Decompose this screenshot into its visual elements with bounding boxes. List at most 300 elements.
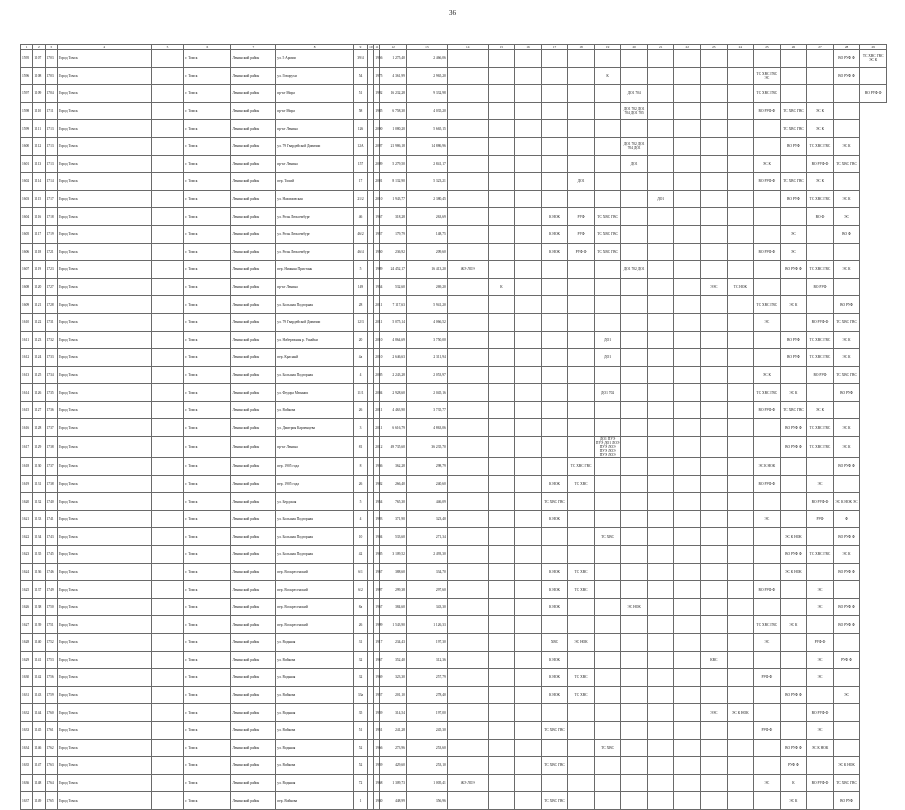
table-cell <box>754 598 781 616</box>
table-cell: 343,30 <box>406 598 447 616</box>
table-cell: 1959 <box>374 757 380 775</box>
table-row <box>21 366 887 384</box>
table-cell <box>754 120 781 138</box>
table-cell: пер. Воскресенский <box>276 598 354 616</box>
table-cell: 179,79 <box>380 225 407 243</box>
table-cell <box>488 528 515 546</box>
table-cell: 1111 <box>33 120 45 138</box>
table-row <box>21 384 887 402</box>
table-cell: г. Томск <box>184 349 231 367</box>
table-cell: г. Томск <box>184 190 231 208</box>
table-cell: 1741 <box>45 510 57 528</box>
table-cell <box>568 704 595 722</box>
table-cell: ТС ХВС ГВС <box>754 296 781 314</box>
table-cell: ул. Водяная <box>276 634 354 652</box>
table-cell: 1624 <box>21 563 33 581</box>
table-cell <box>541 261 568 279</box>
table-cell: Ленинский район <box>231 190 276 208</box>
table-cell <box>541 739 568 757</box>
table-row <box>21 546 887 564</box>
table-cell <box>674 278 701 296</box>
column-number: 6 <box>184 45 231 50</box>
table-cell: Город Томск <box>57 85 151 103</box>
table-cell <box>701 563 728 581</box>
table-cell: 2009 <box>374 155 380 173</box>
table-cell <box>151 67 184 85</box>
table-cell: ВО Ф <box>833 225 860 243</box>
table-cell <box>621 493 648 511</box>
table-cell: г. Томск <box>184 155 231 173</box>
table-cell <box>447 704 488 722</box>
table-cell <box>594 102 621 120</box>
table-cell: 2011 <box>374 296 380 314</box>
table-cell <box>674 50 701 68</box>
table-cell <box>833 85 860 103</box>
table-cell: 6 616,79 <box>380 419 407 437</box>
table-cell: ТС ХВС ГВС <box>568 458 595 476</box>
table-cell <box>447 458 488 476</box>
table-cell <box>754 349 781 367</box>
table-cell <box>727 384 754 402</box>
table-cell: 4а <box>353 349 367 367</box>
table-cell <box>674 458 701 476</box>
table-cell: 1985 <box>374 102 380 120</box>
table-cell <box>488 331 515 349</box>
table-cell: ТС ХВС ГВС <box>754 85 781 103</box>
table-cell <box>701 155 728 173</box>
table-row <box>21 458 887 476</box>
table-cell <box>621 458 648 476</box>
table-cell <box>780 721 807 739</box>
table-cell <box>701 419 728 437</box>
table-cell: 1957 <box>374 225 380 243</box>
table-cell: ЭС К НОК ЭС <box>833 493 860 511</box>
table-cell <box>488 155 515 173</box>
table-cell: ВО РУФ <box>807 366 834 384</box>
table-cell: ВО РУФ Ф <box>780 419 807 437</box>
table-cell <box>647 510 674 528</box>
table-cell <box>541 331 568 349</box>
table-cell: 1147 <box>33 757 45 775</box>
table-cell: ЭС НОК <box>621 598 648 616</box>
table-cell: ул. Водяная <box>276 704 354 722</box>
table-cell: ЭС К <box>780 616 807 634</box>
table-cell: 1137 <box>33 581 45 599</box>
table-cell <box>488 313 515 331</box>
table-cell <box>701 225 728 243</box>
table-cell: ВО РУФ Ф <box>780 739 807 757</box>
table-cell: Город Томск <box>57 475 151 493</box>
table-cell <box>488 774 515 792</box>
table-cell: ТС ХВС ГВС ЭС К <box>860 50 887 68</box>
table-cell <box>488 85 515 103</box>
table-cell: 1146 <box>33 739 45 757</box>
table-cell <box>647 686 674 704</box>
table-cell: 1637 <box>21 792 33 810</box>
table-cell <box>647 757 674 775</box>
table-cell: 4 066,52 <box>406 313 447 331</box>
table-cell: ул. Войкова <box>276 651 354 669</box>
table-cell: 42 <box>353 546 367 564</box>
table-cell: ВО РУФ Ф <box>807 155 834 173</box>
table-cell: 1630 <box>21 669 33 687</box>
table-cell <box>151 349 184 367</box>
table-cell: 1133 <box>33 510 45 528</box>
table-cell: г. Томск <box>184 50 231 68</box>
table-cell <box>647 278 674 296</box>
table-cell <box>541 173 568 191</box>
table-row <box>21 669 887 687</box>
table-cell: ДО1 702 ДО1 704 ДО1 <box>621 137 648 155</box>
table-cell <box>151 634 184 652</box>
table-cell <box>621 173 648 191</box>
table-cell: 157 <box>353 155 367 173</box>
table-cell: ул. Большая Подгорная <box>276 296 354 314</box>
table-cell: ДО1 702 ДО1 <box>621 261 648 279</box>
table-cell <box>754 739 781 757</box>
column-number: 13 <box>406 45 447 50</box>
table-cell: 1144 <box>33 704 45 722</box>
table-cell: 1 005,41 <box>406 774 447 792</box>
table-cell: Ленинский район <box>231 528 276 546</box>
table-cell <box>701 598 728 616</box>
table-cell <box>621 243 648 261</box>
table-cell: 1616 <box>21 419 33 437</box>
table-cell <box>674 401 701 419</box>
table-cell <box>833 721 860 739</box>
table-cell: ЭС <box>807 721 834 739</box>
table-cell <box>447 137 488 155</box>
table-cell: Город Томск <box>57 616 151 634</box>
table-cell <box>151 686 184 704</box>
table-cell <box>515 774 542 792</box>
table-cell: 5 <box>353 493 367 511</box>
table-cell <box>833 243 860 261</box>
table-cell: 1608 <box>21 278 33 296</box>
table-cell: ВО РУФ <box>833 792 860 810</box>
table-cell <box>807 85 834 103</box>
table-cell <box>594 616 621 634</box>
table-cell <box>447 546 488 564</box>
table-cell: 1108 <box>33 67 45 85</box>
table-cell <box>488 616 515 634</box>
table-cell: 1598 <box>21 102 33 120</box>
table-cell <box>568 510 595 528</box>
table-cell <box>807 563 834 581</box>
table-row <box>21 208 887 226</box>
table-cell: 46 <box>353 208 367 226</box>
table-cell: пер. 1905 года <box>276 475 354 493</box>
table-cell: ВО РУФ Ф <box>754 102 781 120</box>
table-cell: 1625 <box>21 581 33 599</box>
table-cell <box>515 419 542 437</box>
column-number: 27 <box>807 45 834 50</box>
table-cell <box>568 137 595 155</box>
table-cell: 5 665,15 <box>406 120 447 138</box>
table-cell <box>568 721 595 739</box>
table-cell: 16 413,20 <box>406 261 447 279</box>
table-row <box>21 85 887 103</box>
table-cell: ЭС К <box>807 401 834 419</box>
table-cell: 4 361,99 <box>380 67 407 85</box>
table-cell: 2011 <box>374 419 380 437</box>
table-cell: Город Томск <box>57 792 151 810</box>
table-cell <box>488 634 515 652</box>
table-cell <box>568 296 595 314</box>
table-cell: Город Томск <box>57 225 151 243</box>
table-cell <box>674 173 701 191</box>
table-cell: ЭС К НОК <box>727 704 754 722</box>
table-cell <box>780 155 807 173</box>
table-cell: 1731 <box>45 313 57 331</box>
table-cell <box>151 173 184 191</box>
table-cell: 1633 <box>21 721 33 739</box>
table-cell <box>515 475 542 493</box>
table-cell: 1606 <box>21 243 33 261</box>
table-cell: 1149 <box>33 792 45 810</box>
table-cell: 1997 <box>374 581 380 599</box>
table-cell <box>701 437 728 458</box>
table-cell: 5 941,20 <box>406 296 447 314</box>
table-cell <box>674 261 701 279</box>
table-cell <box>447 686 488 704</box>
table-cell: г. Томск <box>184 598 231 616</box>
table-cell: 1764 <box>45 774 57 792</box>
table-cell: 1635 <box>21 757 33 775</box>
table-cell: ул. Говорухи <box>276 67 354 85</box>
table-cell: 1109 <box>33 85 45 103</box>
table-cell <box>701 173 728 191</box>
table-cell: 1117 <box>33 225 45 243</box>
table-cell <box>727 634 754 652</box>
table-cell <box>647 102 674 120</box>
table-cell <box>701 792 728 810</box>
table-cell <box>780 598 807 616</box>
table-cell: 1611 <box>21 331 33 349</box>
table-cell: ЭС К <box>754 366 781 384</box>
column-number: 7 <box>231 45 276 50</box>
table-cell: 384,60 <box>380 598 407 616</box>
table-cell <box>780 278 807 296</box>
table-cell: ЭС <box>807 581 834 599</box>
table-cell: пер. Нижняя Пристань <box>276 261 354 279</box>
table-cell: К НОК <box>541 243 568 261</box>
table-cell: ЭЭС <box>701 278 728 296</box>
table-row <box>21 581 887 599</box>
table-cell <box>621 475 648 493</box>
table-cell <box>647 67 674 85</box>
table-cell: Ленинский район <box>231 366 276 384</box>
table-cell <box>568 401 595 419</box>
table-cell <box>754 546 781 564</box>
table-cell <box>727 173 754 191</box>
table-cell <box>621 437 648 458</box>
table-cell: ул. Войкова <box>276 721 354 739</box>
table-cell <box>488 137 515 155</box>
table-cell: ул. Бердская <box>276 493 354 511</box>
table-cell: 51 <box>353 721 367 739</box>
table-cell: 1738 <box>45 437 57 458</box>
table-row <box>21 739 887 757</box>
table-cell: 388,60 <box>380 563 407 581</box>
table-cell: ТС ХВС <box>594 528 621 546</box>
table-cell: ВО РУФ Ф <box>807 493 834 511</box>
table-cell: ДО1 <box>568 173 595 191</box>
table-row <box>21 137 887 155</box>
table-cell: 1597 <box>21 85 33 103</box>
table-cell <box>674 704 701 722</box>
table-cell <box>447 634 488 652</box>
column-number: 17 <box>541 45 568 50</box>
table-cell <box>833 173 860 191</box>
table-cell: 1148 <box>33 774 45 792</box>
table-cell: ТС ХВС <box>568 581 595 599</box>
table-cell: К НОК <box>541 510 568 528</box>
table-cell: К НОК <box>541 651 568 669</box>
table-cell <box>807 686 834 704</box>
table-cell: 314,54 <box>380 704 407 722</box>
table-cell <box>727 313 754 331</box>
table-cell <box>568 774 595 792</box>
table-cell: Город Томск <box>57 739 151 757</box>
table-cell <box>515 278 542 296</box>
table-cell: 16 232,28 <box>380 85 407 103</box>
table-cell: 1614 <box>21 384 33 402</box>
table-cell: ул. Большая Подгорная <box>276 546 354 564</box>
table-cell <box>727 546 754 564</box>
table-cell <box>727 598 754 616</box>
table-cell <box>151 721 184 739</box>
table-cell <box>515 721 542 739</box>
table-cell: ул. Дмитрия Карпенцева <box>276 419 354 437</box>
table-cell <box>447 85 488 103</box>
table-cell: ТС ХВС ГВС <box>807 349 834 367</box>
table-cell <box>833 634 860 652</box>
table-cell: 1121 <box>33 296 45 314</box>
table-cell <box>647 493 674 511</box>
table-cell <box>488 792 515 810</box>
table-cell <box>754 208 781 226</box>
table-cell <box>621 384 648 402</box>
table-cell: К <box>594 67 621 85</box>
table-cell: 2 466,06 <box>406 50 447 68</box>
table-cell <box>674 686 701 704</box>
table-cell: Город Томск <box>57 296 151 314</box>
table-cell: ВО РУФ Ф <box>833 50 860 68</box>
table-cell: 1613 <box>21 366 33 384</box>
table-cell <box>515 669 542 687</box>
table-cell: ул. Набережная р. Ушайки <box>276 331 354 349</box>
table-cell: 1 <box>353 792 367 810</box>
table-cell: 312,36 <box>406 651 447 669</box>
table-row <box>21 616 887 634</box>
table-cell: 36 235,70 <box>406 437 447 458</box>
table-cell: ВО РУФ <box>780 349 807 367</box>
table-cell <box>674 616 701 634</box>
table-cell <box>754 190 781 208</box>
table-cell: ВО РУФ Ф <box>780 437 807 458</box>
table-cell: г. Томск <box>184 528 231 546</box>
table-cell: г. Томск <box>184 208 231 226</box>
table-cell <box>541 401 568 419</box>
table-cell: 1713 <box>45 120 57 138</box>
table-cell <box>780 85 807 103</box>
table-cell: Ленинский район <box>231 278 276 296</box>
table-cell <box>541 616 568 634</box>
table-cell <box>568 437 595 458</box>
table-cell: 1125 <box>33 366 45 384</box>
table-cell: 2 493,30 <box>406 546 447 564</box>
table-cell: ТС ХВС ГВС <box>833 155 860 173</box>
table-cell <box>515 616 542 634</box>
table-cell <box>647 313 674 331</box>
table-cell: ВО РУФ Ф <box>780 686 807 704</box>
table-cell: 1622 <box>21 528 33 546</box>
table-cell: 1602 <box>21 173 33 191</box>
table-cell: 197,00 <box>406 704 447 722</box>
table-cell <box>833 475 860 493</box>
table-cell: К <box>780 774 807 792</box>
table-cell <box>488 475 515 493</box>
table-cell <box>647 598 674 616</box>
table-cell <box>647 458 674 476</box>
table-cell: Город Томск <box>57 634 151 652</box>
table-cell <box>674 85 701 103</box>
table-cell: Город Томск <box>57 173 151 191</box>
column-number: 19 <box>594 45 621 50</box>
table-cell <box>488 669 515 687</box>
table-cell <box>727 581 754 599</box>
table-cell: ЖЭ ЛОЭ <box>447 774 488 792</box>
table-cell: 1756 <box>45 669 57 687</box>
table-cell: 2 311,94 <box>406 349 447 367</box>
table-cell: 1131 <box>33 475 45 493</box>
table-cell: г. Томск <box>184 774 231 792</box>
table-cell: Ленинский район <box>231 792 276 810</box>
table-cell <box>674 313 701 331</box>
table-cell: 28 <box>353 296 367 314</box>
table-cell: 58 <box>353 102 367 120</box>
table-cell: пр-кт Ленина <box>276 120 354 138</box>
table-cell <box>151 419 184 437</box>
table-cell: ТС ХВС ГВС <box>754 384 781 402</box>
table-cell <box>594 669 621 687</box>
table-cell <box>151 296 184 314</box>
table-cell: Город Томск <box>57 67 151 85</box>
table-cell: г. Томск <box>184 384 231 402</box>
table-cell <box>807 528 834 546</box>
table-cell <box>488 243 515 261</box>
table-cell <box>541 85 568 103</box>
table-cell <box>515 349 542 367</box>
table-cell: Город Томск <box>57 651 151 669</box>
table-cell <box>447 721 488 739</box>
table-cell: 52 <box>353 739 367 757</box>
table-cell <box>674 120 701 138</box>
table-cell <box>515 208 542 226</box>
table-cell <box>621 349 648 367</box>
table-cell <box>488 546 515 564</box>
table-cell <box>515 493 542 511</box>
table-cell <box>447 67 488 85</box>
table-cell: 1139 <box>33 616 45 634</box>
table-cell: г. Томск <box>184 651 231 669</box>
table-cell: 1975 <box>374 67 380 85</box>
table-cell: Город Томск <box>57 190 151 208</box>
table-cell: Ленинский район <box>231 774 276 792</box>
table-cell <box>151 546 184 564</box>
table-cell: К НОК <box>541 563 568 581</box>
